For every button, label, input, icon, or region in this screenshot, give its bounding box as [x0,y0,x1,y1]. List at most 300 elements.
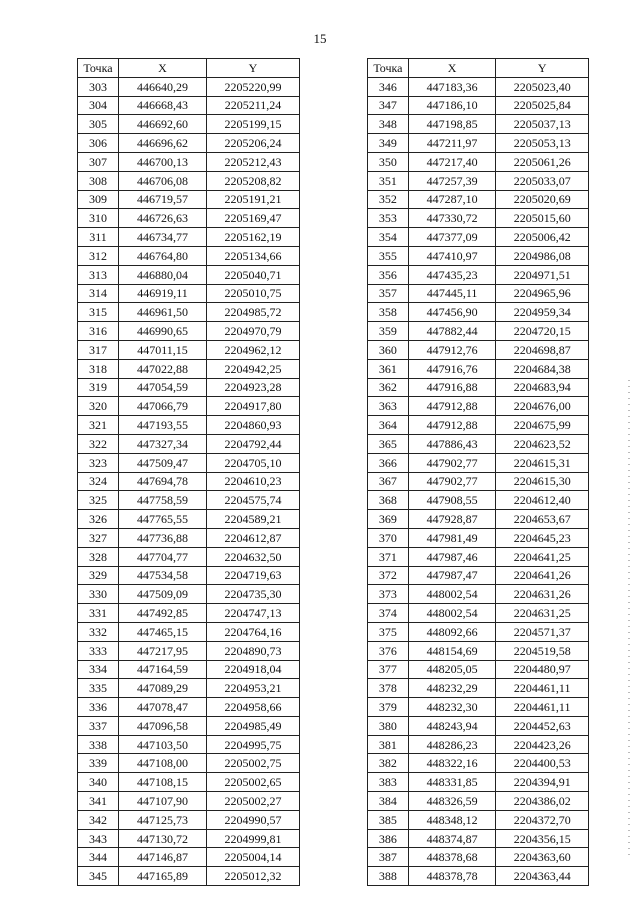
x-coordinate-cell: 447908,55 [408,491,496,510]
point-number-cell: 320 [78,397,119,416]
y-coordinate-cell: 2205040,71 [207,265,300,284]
table-row [368,246,589,265]
y-coordinate-cell: 2204400,53 [496,754,589,773]
y-coordinate-cell: 2205220,99 [207,77,300,96]
y-coordinate-cell: 2204735,30 [207,585,300,604]
table-row [368,641,589,660]
table-row [368,397,589,416]
point-number-cell: 328 [78,547,119,566]
y-coordinate-cell: 2204631,25 [496,604,589,623]
y-coordinate-cell: 2204860,93 [207,416,300,435]
point-number-cell: 306 [78,134,119,153]
table-row [78,848,300,867]
point-number-cell: 334 [78,660,119,679]
y-coordinate-cell: 2204986,08 [496,246,589,265]
table-row [78,604,300,623]
x-coordinate-cell: 447492,85 [119,604,207,623]
y-coordinate-cell: 2204641,25 [496,547,589,566]
x-coordinate-cell: 447465,15 [119,622,207,641]
point-column-header: Точка [78,59,119,78]
x-coordinate-cell: 446919,11 [119,284,207,303]
x-coordinate-cell: 446700,13 [119,152,207,171]
x-coordinate-cell: 448092,66 [408,622,496,641]
point-number-cell: 360 [368,340,409,359]
y-coordinate-cell: 2205053,13 [496,134,589,153]
point-number-cell: 366 [368,453,409,472]
page-number: 15 [313,31,327,46]
table-row [368,585,589,604]
y-coordinate-cell: 2204990,57 [207,810,300,829]
table-row [368,792,589,811]
x-coordinate-cell: 447509,47 [119,453,207,472]
y-coordinate-cell: 2204386,02 [496,792,589,811]
point-number-cell: 359 [368,322,409,341]
left-table-body [78,77,300,885]
y-coordinate-cell: 2205012,32 [207,867,300,886]
x-coordinate-cell: 447066,79 [119,397,207,416]
table-row [78,491,300,510]
x-coordinate-cell: 446719,57 [119,190,207,209]
point-number-cell: 321 [78,416,119,435]
table-row [368,510,589,529]
y-coordinate-cell: 2204452,63 [496,716,589,735]
x-coordinate-cell: 446692,60 [119,115,207,134]
y-coordinate-cell: 2204971,51 [496,265,589,284]
point-number-cell: 307 [78,152,119,171]
y-coordinate-cell: 2205211,24 [207,96,300,115]
x-coordinate-cell: 447054,59 [119,378,207,397]
table-row [78,716,300,735]
y-coordinate-cell: 2204632,50 [207,547,300,566]
table-row [368,829,589,848]
point-number-cell: 329 [78,566,119,585]
y-coordinate-cell: 2205010,75 [207,284,300,303]
point-number-cell: 362 [368,378,409,397]
point-number-cell: 313 [78,265,119,284]
table-row [78,190,300,209]
point-number-cell: 314 [78,284,119,303]
point-number-cell: 343 [78,829,119,848]
table-row [368,265,589,284]
point-number-cell: 327 [78,528,119,547]
x-coordinate-cell: 447928,87 [408,510,496,529]
y-coordinate-cell: 2205006,42 [496,228,589,247]
x-coordinate-cell: 447217,95 [119,641,207,660]
point-number-cell: 349 [368,134,409,153]
point-number-cell: 339 [78,754,119,773]
table-row [78,792,300,811]
y-coordinate-cell: 2204372,70 [496,810,589,829]
table-row [78,641,300,660]
x-coordinate-cell: 447445,11 [408,284,496,303]
table-row [78,754,300,773]
x-coordinate-cell: 447758,59 [119,491,207,510]
y-coordinate-cell: 2204623,52 [496,434,589,453]
y-coordinate-cell: 2204641,26 [496,566,589,585]
x-coordinate-cell: 447103,50 [119,735,207,754]
y-coordinate-cell: 2204965,96 [496,284,589,303]
point-number-cell: 355 [368,246,409,265]
table-row [78,171,300,190]
table-row [78,660,300,679]
x-coordinate-cell: 448154,69 [408,641,496,660]
table-row [368,528,589,547]
table-row [78,679,300,698]
table-row [78,152,300,171]
point-number-cell: 348 [368,115,409,134]
x-coordinate-cell: 447108,15 [119,773,207,792]
y-coordinate-cell: 2205206,24 [207,134,300,153]
table-row [368,848,589,867]
point-number-cell: 353 [368,209,409,228]
point-number-cell: 383 [368,773,409,792]
header-row [368,59,589,78]
point-number-cell: 336 [78,698,119,717]
y-coordinate-cell: 2204615,30 [496,472,589,491]
y-coordinate-cell: 2204890,73 [207,641,300,660]
y-coordinate-cell: 2205002,75 [207,754,300,773]
point-number-cell: 365 [368,434,409,453]
x-coordinate-cell: 446764,80 [119,246,207,265]
point-number-cell: 376 [368,641,409,660]
x-coordinate-cell: 447736,88 [119,528,207,547]
table-row [78,472,300,491]
table-row [78,622,300,641]
table-row [78,359,300,378]
y-coordinate-cell: 2205199,15 [207,115,300,134]
y-coordinate-cell: 2204480,97 [496,660,589,679]
table-row [78,698,300,717]
table-row [368,810,589,829]
y-coordinate-cell: 2204962,12 [207,340,300,359]
point-number-cell: 325 [78,491,119,510]
point-number-cell: 354 [368,228,409,247]
x-coordinate-cell: 447130,72 [119,829,207,848]
y-coordinate-cell: 2204631,26 [496,585,589,604]
table-row [368,453,589,472]
y-coordinate-cell: 2204923,28 [207,378,300,397]
x-coordinate-cell: 447146,87 [119,848,207,867]
y-coordinate-cell: 2205162,19 [207,228,300,247]
x-coordinate-cell: 447011,15 [119,340,207,359]
x-coordinate-cell: 447107,90 [119,792,207,811]
x-coordinate-cell: 447022,88 [119,359,207,378]
y-coordinate-cell: 2205061,26 [496,152,589,171]
y-coordinate-cell: 2204461,11 [496,698,589,717]
x-coordinate-cell: 447912,88 [408,416,496,435]
table-row [368,96,589,115]
x-coordinate-cell: 448286,23 [408,735,496,754]
x-coordinate-cell: 446880,04 [119,265,207,284]
point-number-cell: 358 [368,303,409,322]
y-coordinate-cell: 2204985,49 [207,716,300,735]
table-row [78,547,300,566]
point-number-cell: 333 [78,641,119,660]
point-number-cell: 308 [78,171,119,190]
table-row [78,340,300,359]
point-number-cell: 364 [368,416,409,435]
x-coordinate-cell: 447987,46 [408,547,496,566]
point-number-cell: 357 [368,284,409,303]
table-row [368,134,589,153]
y-coordinate-cell: 2204705,10 [207,453,300,472]
x-coordinate-cell: 448002,54 [408,585,496,604]
x-coordinate-cell: 447217,40 [408,152,496,171]
x-coordinate-cell: 448378,68 [408,848,496,867]
y-coordinate-cell: 2204917,80 [207,397,300,416]
point-number-cell: 361 [368,359,409,378]
y-coordinate-cell: 2204719,63 [207,566,300,585]
point-number-cell: 382 [368,754,409,773]
x-coordinate-cell: 447456,90 [408,303,496,322]
table-row [368,754,589,773]
right-table-body [368,77,589,885]
x-coordinate-cell: 447435,23 [408,265,496,284]
x-coordinate-cell: 447916,76 [408,359,496,378]
y-coordinate-cell: 2205004,14 [207,848,300,867]
x-coordinate-cell: 447211,97 [408,134,496,153]
point-number-cell: 371 [368,547,409,566]
x-coordinate-cell: 447912,88 [408,397,496,416]
point-number-cell: 318 [78,359,119,378]
point-number-cell: 367 [368,472,409,491]
table-row [368,340,589,359]
table-row [368,679,589,698]
table-row [78,829,300,848]
scan-edge-dots [628,380,630,860]
x-coordinate-cell: 446961,50 [119,303,207,322]
table-row [78,246,300,265]
x-column-header: X [119,59,207,78]
table-row [368,152,589,171]
x-coordinate-cell: 447096,58 [119,716,207,735]
x-coordinate-cell: 448205,05 [408,660,496,679]
y-coordinate-cell: 2204356,15 [496,829,589,848]
x-coordinate-cell: 447257,39 [408,171,496,190]
x-coordinate-cell: 447987,47 [408,566,496,585]
header-row [78,59,300,78]
point-number-cell: 315 [78,303,119,322]
table-row [78,265,300,284]
point-number-cell: 324 [78,472,119,491]
point-number-cell: 312 [78,246,119,265]
x-coordinate-cell: 447410,97 [408,246,496,265]
coordinates-table-left [77,58,300,886]
point-number-cell: 317 [78,340,119,359]
table-row [78,773,300,792]
x-coordinate-cell: 447183,36 [408,77,496,96]
point-number-cell: 326 [78,510,119,529]
point-number-cell: 332 [78,622,119,641]
x-coordinate-cell: 447198,85 [408,115,496,134]
table-row [78,378,300,397]
point-number-cell: 368 [368,491,409,510]
table-row [368,660,589,679]
table-row [78,322,300,341]
point-number-cell: 370 [368,528,409,547]
y-coordinate-cell: 2205037,13 [496,115,589,134]
table-row [368,322,589,341]
table-row [78,528,300,547]
point-number-cell: 377 [368,660,409,679]
point-number-cell: 335 [78,679,119,698]
point-number-cell: 380 [368,716,409,735]
point-number-cell: 341 [78,792,119,811]
y-coordinate-cell: 2204394,91 [496,773,589,792]
point-number-cell: 372 [368,566,409,585]
y-coordinate-cell: 2204675,99 [496,416,589,435]
table-row [368,77,589,96]
table-row [368,284,589,303]
y-coordinate-cell: 2205033,07 [496,171,589,190]
point-number-cell: 350 [368,152,409,171]
table-row [78,434,300,453]
y-coordinate-cell: 2204999,81 [207,829,300,848]
x-coordinate-cell: 446640,29 [119,77,207,96]
point-number-cell: 369 [368,510,409,529]
y-coordinate-cell: 2205208,82 [207,171,300,190]
table-row [368,228,589,247]
table-row [368,773,589,792]
y-coordinate-cell: 2205020,69 [496,190,589,209]
x-coordinate-cell: 447108,00 [119,754,207,773]
point-number-cell: 337 [78,716,119,735]
x-coordinate-cell: 447704,77 [119,547,207,566]
table-row [78,867,300,886]
table-row [368,604,589,623]
y-coordinate-cell: 2204612,40 [496,491,589,510]
table-row [78,115,300,134]
y-coordinate-cell: 2204571,37 [496,622,589,641]
table-row [368,359,589,378]
table-row [368,190,589,209]
point-number-cell: 342 [78,810,119,829]
point-number-cell: 387 [368,848,409,867]
y-column-header: Y [496,59,589,78]
x-coordinate-cell: 447193,55 [119,416,207,435]
point-number-cell: 386 [368,829,409,848]
point-number-cell: 305 [78,115,119,134]
table-row [368,171,589,190]
x-coordinate-cell: 448243,94 [408,716,496,735]
y-coordinate-cell: 2204363,60 [496,848,589,867]
y-coordinate-cell: 2204942,25 [207,359,300,378]
y-coordinate-cell: 2205023,40 [496,77,589,96]
point-number-cell: 352 [368,190,409,209]
point-number-cell: 304 [78,96,119,115]
coordinates-table-right [367,58,589,886]
table-row [368,716,589,735]
x-coordinate-cell: 447902,77 [408,453,496,472]
y-coordinate-cell: 2204519,58 [496,641,589,660]
y-coordinate-cell: 2204575,74 [207,491,300,510]
point-number-cell: 351 [368,171,409,190]
x-coordinate-cell: 447377,09 [408,228,496,247]
point-number-cell: 303 [78,77,119,96]
x-coordinate-cell: 447534,58 [119,566,207,585]
table-row [78,416,300,435]
point-number-cell: 379 [368,698,409,717]
x-coordinate-cell: 446726,63 [119,209,207,228]
x-coordinate-cell: 447912,76 [408,340,496,359]
table-row [368,115,589,134]
y-coordinate-cell: 2204720,15 [496,322,589,341]
y-coordinate-cell: 2204423,26 [496,735,589,754]
y-coordinate-cell: 2205191,21 [207,190,300,209]
point-number-cell: 363 [368,397,409,416]
point-number-cell: 316 [78,322,119,341]
y-coordinate-cell: 2205025,84 [496,96,589,115]
x-coordinate-cell: 447125,73 [119,810,207,829]
point-number-cell: 381 [368,735,409,754]
y-coordinate-cell: 2204653,67 [496,510,589,529]
x-coordinate-cell: 447902,77 [408,472,496,491]
x-coordinate-cell: 447765,55 [119,510,207,529]
point-number-cell: 378 [368,679,409,698]
x-coordinate-cell: 448374,87 [408,829,496,848]
x-coordinate-cell: 448002,54 [408,604,496,623]
x-coordinate-cell: 447287,10 [408,190,496,209]
x-coordinate-cell: 447164,59 [119,660,207,679]
point-number-cell: 319 [78,378,119,397]
x-coordinate-cell: 448378,78 [408,867,496,886]
x-coordinate-cell: 447327,34 [119,434,207,453]
x-coordinate-cell: 446734,77 [119,228,207,247]
y-coordinate-cell: 2204589,21 [207,510,300,529]
table-row [78,566,300,585]
table-row [78,284,300,303]
y-coordinate-cell: 2204612,87 [207,528,300,547]
y-coordinate-cell: 2204959,34 [496,303,589,322]
y-coordinate-cell: 2205212,43 [207,152,300,171]
point-number-cell: 344 [78,848,119,867]
table-row [78,585,300,604]
x-coordinate-cell: 447886,43 [408,434,496,453]
x-coordinate-cell: 447509,09 [119,585,207,604]
y-coordinate-cell: 2204970,79 [207,322,300,341]
y-coordinate-cell: 2205015,60 [496,209,589,228]
y-coordinate-cell: 2204918,04 [207,660,300,679]
x-coordinate-cell: 447330,72 [408,209,496,228]
y-coordinate-cell: 2204995,75 [207,735,300,754]
y-coordinate-cell: 2204683,94 [496,378,589,397]
table-row [78,77,300,96]
x-column-header: X [408,59,496,78]
x-coordinate-cell: 448326,59 [408,792,496,811]
table-row [78,397,300,416]
y-coordinate-cell: 2204958,66 [207,698,300,717]
table-row [368,378,589,397]
point-number-cell: 330 [78,585,119,604]
point-number-cell: 323 [78,453,119,472]
x-coordinate-cell: 448232,29 [408,679,496,698]
point-number-cell: 385 [368,810,409,829]
x-coordinate-cell: 448322,16 [408,754,496,773]
y-coordinate-cell: 2205134,66 [207,246,300,265]
point-number-cell: 338 [78,735,119,754]
table-row [78,209,300,228]
y-coordinate-cell: 2204363,44 [496,867,589,886]
x-coordinate-cell: 447694,78 [119,472,207,491]
y-coordinate-cell: 2204953,21 [207,679,300,698]
point-number-cell: 310 [78,209,119,228]
x-coordinate-cell: 447186,10 [408,96,496,115]
y-coordinate-cell: 2204615,31 [496,453,589,472]
x-coordinate-cell: 446668,43 [119,96,207,115]
y-column-header: Y [207,59,300,78]
point-number-cell: 375 [368,622,409,641]
y-coordinate-cell: 2204461,11 [496,679,589,698]
